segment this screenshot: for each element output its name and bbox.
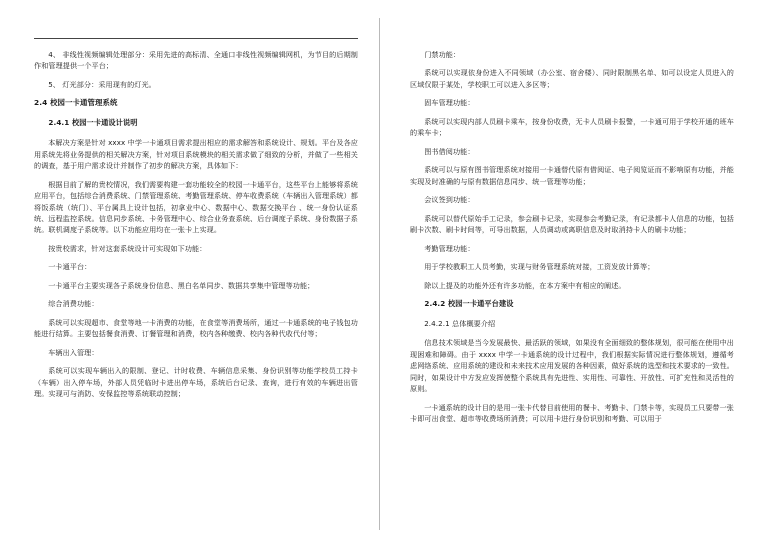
left-paragraph: 系统可以实现车辆出入的限制、登记、计时收费、车辆信息采集、身份识别等功能学校员工持卡（车辆）出入停车场，外部人员凭临时卡进出停车场，系统后台记录、查询，进行有效的车辆进出管理。实现可与消防、安保监控等系统联动控制； <box>34 366 358 399</box>
left-paragraph: 一卡通平台主要实现各子系统身份信息、黑白名单同步、数据共享集中管理等功能； <box>48 280 315 290</box>
left-paragraph: 按贵校需求，针对这套系统设计可实现如下功能： <box>48 243 207 253</box>
right-column-body <box>410 49 734 425</box>
right-paragraph: 2.4.2.1 总体概要介绍 <box>424 318 496 328</box>
left-paragraph: 一卡通平台： <box>48 262 92 272</box>
right-paragraph: 系统可以与原有图书管理系统对接用一卡通替代原有借阅证、电子阅览证而不影响原有功能，并能实现及时准确的与原有数据信息同步、统一管理等功能； <box>410 165 734 186</box>
right-paragraph: 用于学校教职工人员考勤，实现与财务管理系统对接，工资发放计算等； <box>424 262 655 272</box>
right-paragraph: 系统可以实现依身份进入不同领域（办公室、宿舍楼）、同时限制黑名单、如可以设定人员进入的区域仅限于某处，学校职工可以进入多区等； <box>410 68 734 89</box>
right-paragraph: 系统可以实现内部人员刷卡乘车，按身份收费，无卡人员刷卡报警，一卡通可用于学校开通的班车的乘车卡； <box>410 116 734 138</box>
right-paragraph: 门禁功能： <box>424 50 461 59</box>
right-paragraph: 考勤管理功能： <box>424 243 475 253</box>
left-paragraph: 4、 非线性视频编辑处理部分：采用先进的高标清、全通口非线性视频编辑网机，为节目的后期制作和管理提供一个平台； <box>34 50 358 71</box>
right-paragraph: 除以上提及的功能外还有许多功能，在本方案中有相应的阐述。 <box>424 280 626 290</box>
left-paragraph: 系统可以实现超市、食堂等地一卡消费的功能，在食堂等消费场所，通过一卡通系统的电子钱包功能进行结算。主要包括餐食消费、订餐管理和消费，校内各种缴费、校内各种代收代付等； <box>34 317 358 339</box>
right-paragraph: 一卡通系统的设计目的是用一张卡代替目前使用的餐卡、考勤卡、门禁卡等，实现员工只要带一张卡即可出食堂、超市等收费场所消费；可以用卡进行身份识别和考勤、可以用于 <box>410 402 734 424</box>
right-paragraph: 会议签到功能： <box>424 195 475 205</box>
left-paragraph: 车辆出入管理： <box>48 347 99 357</box>
right-column <box>380 0 760 545</box>
top-rule-left <box>34 38 358 39</box>
left-paragraph: 根据目前了解的贵校情况，我们需要构建一套功能较全的校园一卡通平台，这些平台上能够将系统应用平台，包括综合消费系统、门禁管理系统、考勤管理系统、停车收费系统（车辆出入管理系统）都 将饭系统（统门）、平台属具上设计包括，初拿业中心、数据中心、数据交换平台 、统一身份认证系统、远程监控系统。信息同步系统、卡务管理中心、综合业务查系统、后台调度子系统、身份数据子系统。联机调度子系统等。以下功能应用均在一张卡上实现。 <box>34 179 358 235</box>
left-paragraph: 2.4 校园一卡通管理系统 <box>34 98 118 108</box>
right-paragraph: 图书借阅功能： <box>424 146 475 156</box>
left-paragraph: 2.4.1 校园一卡通设计说明 <box>48 118 138 128</box>
left-paragraph: 综合消费功能： <box>48 299 99 309</box>
right-paragraph: 固车管理功能： <box>424 98 475 108</box>
top-rule-right <box>410 38 734 39</box>
left-paragraph: 5、 灯光部分：采用现有的灯光。 <box>48 79 156 89</box>
left-column-body <box>34 49 358 400</box>
right-paragraph: 信息技术领域是当今发展最快、最活跃的领域，如果没有全面细致的整体规划，很可能在使用中出现困难和障碍。由于 xxxx 中学一卡通系统的设计过程中，我们根据实际情况进行整体规划，遵循考虑网络系统、应用系统的建设和未来技术应用发展的各种因素，做好系统的选型和技术要求的一致性。同时，如果设计中方发应发挥使整个系统具有先进性、实用性、可靠性、开放性、可扩充性和灵活性的原则。 <box>410 338 734 394</box>
left-paragraph: 本解决方案是针对 xxxx 中学一卡通项目需求提出相应的需求解答和系统设计、规划。平台及各应用系统先将业务提供的相关解决方案，针对项目系统模块的相关需求做了细致的分析，并做了一些相关的调查，基于用户需求设计并制作了初步的解决方案，具体如下： <box>34 138 358 171</box>
right-paragraph: 2.4.2 校园一卡通平台建设 <box>424 299 514 309</box>
right-paragraph: 系统可以替代原始手工记录，参会刷卡记录，实现参会考勤记录，有记录都卡人信息的功能，包括刷卡次数、刷卡时间等，可导出数据，人员调动或离职信息及时取消持卡人的刷卡功能； <box>410 213 734 235</box>
